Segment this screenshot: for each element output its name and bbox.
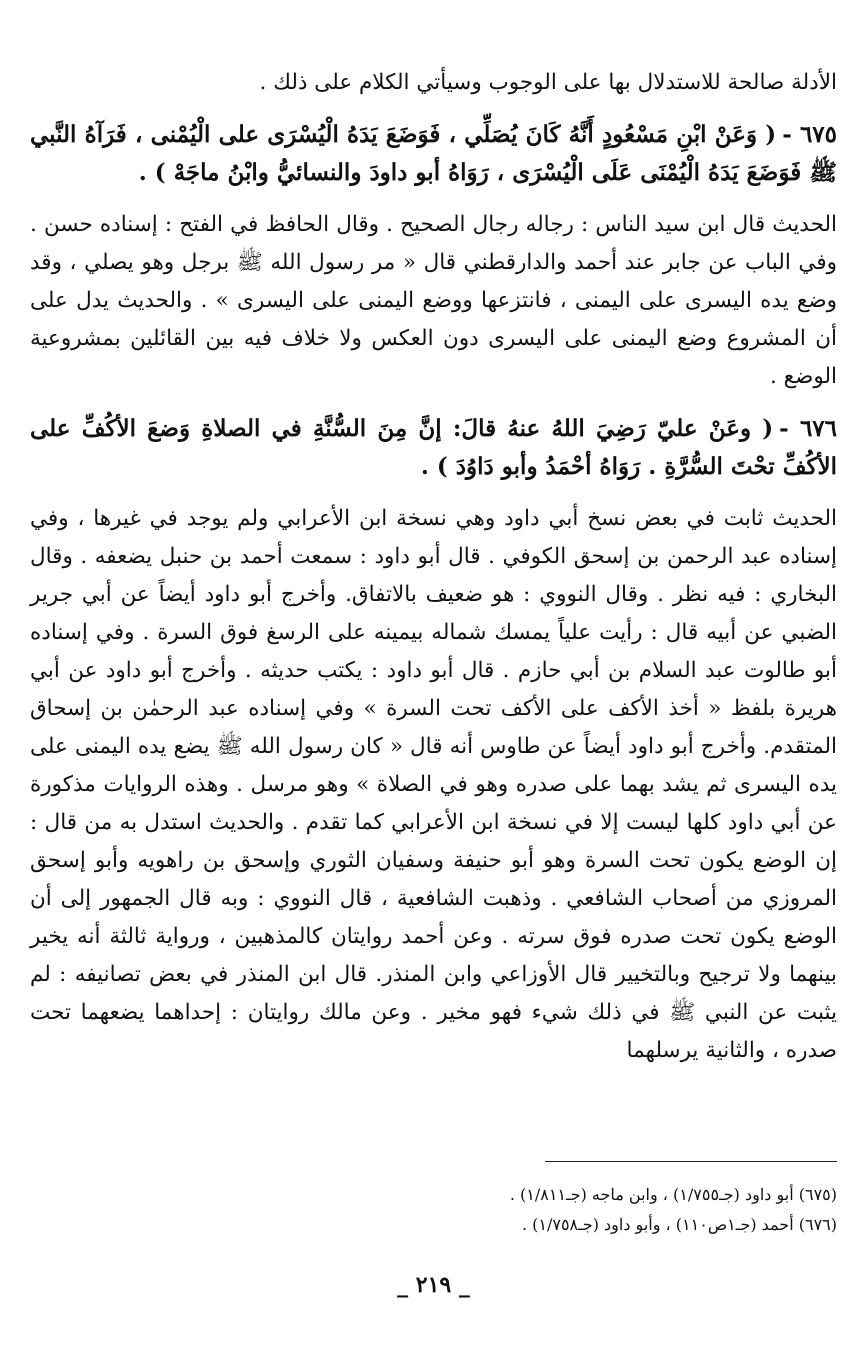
- hadith-676-text: ( وعَنْ عليّ رَضِيَ اللهُ عنهُ قالَ: إنَّ مِنَ السُّنَّةِ في الصلاةِ وَضعَ الأكُفِّ على الأكُفِّ تحْتَ السُّرَّةِ . رَوَاهُ أحْمَدُ وأبو دَاوُدَ ) .: [30, 415, 837, 480]
- hadith-675: [30, 116, 837, 192]
- hadith-675-number: ٦٧٥ -: [782, 121, 838, 148]
- footnotes: [30, 1180, 837, 1240]
- hadith-676: [30, 410, 837, 486]
- footnote-676: (٦٧٦) أحمد (جـ١ص١١٠) ، وأبو داود (جـ١/٧٥٨) .: [521, 1215, 837, 1234]
- commentary-676: الحديث ثابت في بعض نسخ أبي داود وهي نسخة ابن الأعرابي ولم يوجد في غيرها ، وفي إسناده عبد الرحمن بن إسحق الكوفي . قال أبو داود : سمعت أحمد بن حنبل يضعفه . وقال البخاري : فيه نظر . وقال النووي : هو ضعيف بالاتفاق. وأخرج أبو داود أيضاً عن أبي جرير الضبي عن أبيه قال : رأيت علياً يمسك شماله بيمينه على الرسغ فوق السرة . وفي إسناده أبو طالوت عبد السلام بن أبي حازم . قال أبو داود : يكتب حديثه . وأخرج أبو داود عن أبي هريرة بلفظ « أخذ الأكف على الأكف تحت السرة » وفي إسناده عبد الرحمٰن بن إسحاق المتقدم. وأخرج أبو داود أيضاً عن طاوس أنه قال « كان رسول الله ﷺ يضع يده اليمنى على يده اليسرى ثم يشد بهما على صدره وهو في الصلاة » وهو مرسل . وهذه الروايات مذكورة عن أبي داود كلها ليست إلا في نسخة ابن الأعرابي كما تقدم . والحديث استدل به من قال : إن الوضع يكون تحت السرة وهو أبو حنيفة وسفيان الثوري وإسحق بن راهويه وأبو إسحق المروزي من أصحاب الشافعي . وذهبت الشافعية ، قال النووي : وبه قال الجمهور إلى أن الوضع يكون تحت صدره فوق سرته . وعن أحمد روايتان كالمذهبين ، ورواية ثالثة أنه يخير بينهما ولا ترجيح وبالتخيير قال الأوزاعي وابن المنذر. قال ابن المنذر في بعض تصانيفه : لم يثبت عن النبي ﷺ في ذلك شيء فهو مخير . وعن مالك روايتان : إحداهما يضعهما تحت صدره ، والثانية يرسلهما: [30, 506, 837, 1063]
- hadith-675-text: ( وَعَنْ ابْنِ مَسْعُودٍ أَنَّهُ كَانَ يُصَلِّي ، فَوَضَعَ يَدَهُ الْيُسْرَى على الْيُمْنى ، فَرَآهُ النَّبي ﷺ فَوَضَعَ يَدَهُ الْيُمْنَى عَلَى الْيُسْرَى ، رَوَاهُ أبو داودَ والنسائيُّ وابْنُ ماجَهْ ) .: [30, 121, 837, 186]
- page-number: _ ٢١٩ _: [397, 1272, 470, 1298]
- commentary-675: الحديث قال ابن سيد الناس : رجاله رجال الصحيح . وقال الحافظ في الفتح : إسناده حسن . وفي الباب عن جابر عند أحمد والدارقطني قال « مر رسول الله ﷺ برجل وهو يصلي ، وقد وضع يده اليسرى على اليمنى ، فانتزعها ووضع اليمنى على اليسرى » . والحديث يدل على أن المشروع وضع اليمنى على اليسرى دون العكس ولا خلاف فيه بين القائلين بمشروعية الوضع .: [30, 212, 837, 389]
- footnote-divider: [545, 1161, 837, 1162]
- footnote-675: (٦٧٥) أبو داود (جـ١/٧٥٥) ، وابن ماجه (جـ١/٨١١) .: [509, 1185, 837, 1204]
- paragraph-intro: الأدلة صالحة للاستدلال بها على الوجوب وسيأتي الكلام على ذلك .: [259, 70, 837, 95]
- hadith-676-number: ٦٧٦ -: [779, 415, 837, 442]
